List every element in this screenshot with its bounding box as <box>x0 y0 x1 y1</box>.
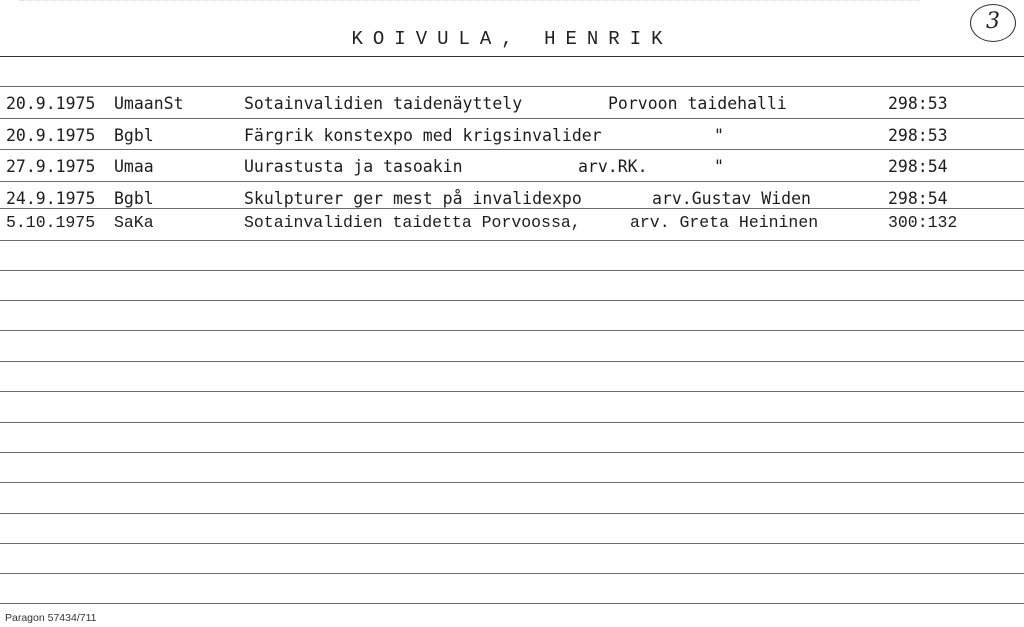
ruled-line <box>0 513 1024 514</box>
entry-date: 24.9.1975 <box>6 189 96 208</box>
entry-ref: 298:53 <box>888 126 948 145</box>
entry-ref: 298:54 <box>888 157 948 176</box>
ruled-line <box>0 361 1024 362</box>
ruled-line <box>0 270 1024 271</box>
ruled-line <box>0 573 1024 574</box>
ruled-line <box>0 422 1024 423</box>
header-rule <box>0 56 1024 57</box>
entry-ref: 298:53 <box>888 94 948 113</box>
ruled-line <box>0 543 1024 544</box>
card-number-circle: 3 <box>970 4 1016 42</box>
card-footer-print: Paragon 57434/711 <box>5 612 97 624</box>
ruled-line <box>0 330 1024 331</box>
entry-row <box>0 189 1024 215</box>
ruled-line <box>0 300 1024 301</box>
entry-source: UmaanSt <box>114 94 184 113</box>
card-title: KOIVULA, HENRIK <box>351 28 673 50</box>
ruled-line <box>0 482 1024 483</box>
ruled-line <box>0 603 1024 604</box>
entry-row <box>0 94 1024 120</box>
ruled-line <box>0 240 1024 241</box>
entry-title: Färgrik konstexpo med krigsinvalider <box>244 126 602 145</box>
entry-date: 20.9.1975 <box>6 94 96 113</box>
entry-row <box>0 213 1024 239</box>
entry-date: 27.9.1975 <box>6 157 96 176</box>
entry-title: Skulpturer ger mest på invalidexpo <box>244 189 582 208</box>
entry-ref: 298:54 <box>888 189 948 208</box>
entry-note: arv. Greta Heininen <box>630 213 819 232</box>
entry-source: Umaa <box>114 157 154 176</box>
entry-title: Sotainvalidien taidetta Porvoossa, <box>244 213 581 232</box>
entry-title: Uurastusta ja tasoakin <box>244 157 463 176</box>
entry-source: Bgbl <box>114 126 154 145</box>
ruled-line <box>0 391 1024 392</box>
entry-note: arv.Gustav Widen <box>652 189 811 208</box>
ruled-line <box>0 208 1024 209</box>
ruled-line <box>0 452 1024 453</box>
entry-ref: 300:132 <box>888 213 958 232</box>
entry-row <box>0 157 1024 183</box>
ruled-line <box>0 86 1024 87</box>
ruled-line <box>0 181 1024 182</box>
entry-note: arv.RK. <box>578 157 648 176</box>
ruled-line <box>0 149 1024 150</box>
entry-date: 5.10.1975 <box>6 213 96 232</box>
entry-ditto-mark: " <box>714 126 724 145</box>
entry-ditto-mark: " <box>714 157 724 176</box>
entry-title: Sotainvalidien taidenäyttely <box>244 94 523 113</box>
ruled-line <box>0 118 1024 119</box>
entry-source: Bgbl <box>114 189 154 208</box>
top-edge-smudge <box>20 0 920 6</box>
entry-note: Porvoon taidehalli <box>608 94 787 113</box>
entry-source: SaKa <box>114 213 154 232</box>
entry-date: 20.9.1975 <box>6 126 96 145</box>
